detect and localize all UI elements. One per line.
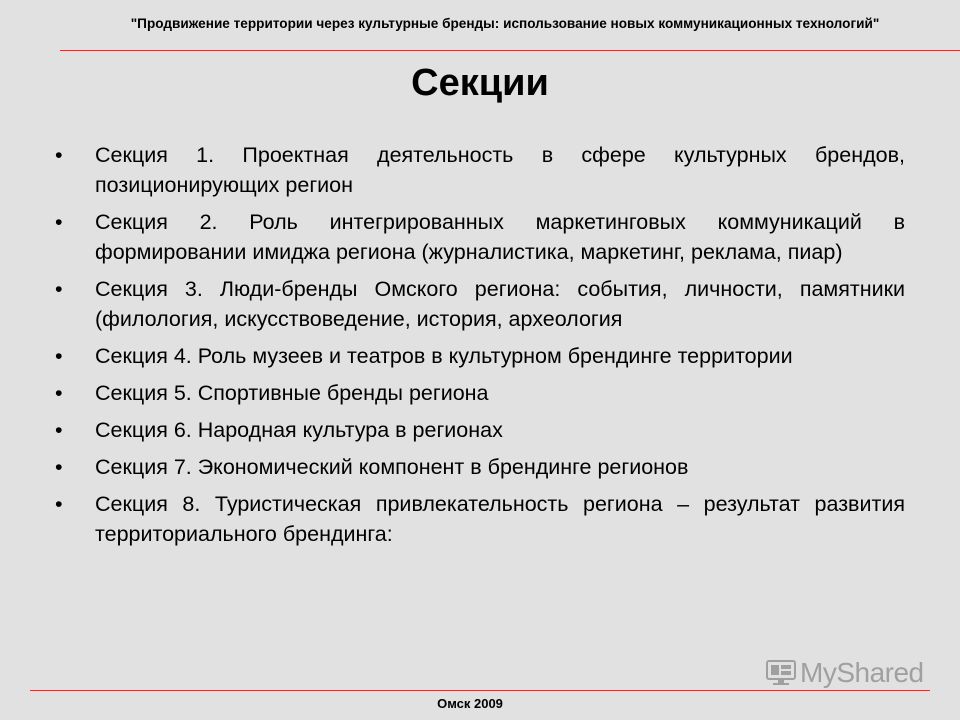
slide-title: Секции: [411, 62, 549, 104]
top-divider: [60, 50, 960, 51]
list-item: [55, 378, 905, 408]
bullet: •: [55, 455, 63, 479]
sections-list: [55, 140, 905, 549]
bullet: •: [55, 344, 63, 368]
bullet: •: [55, 277, 63, 301]
list-item: [55, 415, 905, 445]
watermark: [766, 656, 924, 690]
bullet: •: [55, 210, 63, 234]
list-item: [55, 274, 905, 334]
list-item-text: Секция 5. Спортивные бренды региона: [95, 381, 489, 405]
list-item: [55, 489, 905, 549]
list-item-text: Секция 4. Роль музеев и театров в культурном брендинге территории: [95, 344, 793, 368]
footer-text: Омск 2009: [437, 696, 503, 711]
list-item: [55, 140, 905, 200]
list-item-text: Секция 3. Люди-бренды Омского региона: события, личности, памятники (филология, искусствоведение, история, археология: [95, 277, 905, 331]
list-item-text: Секция 7. Экономический компонент в брендинге регионов: [95, 455, 689, 479]
list-item-text: Секция 8. Туристическая привлекательность региона – результат развития территориального брендинга:: [95, 492, 905, 546]
header-title: "Продвижение территории через культурные бренды: использование новых коммуникационных технологий": [130, 16, 880, 31]
list-item: [55, 207, 905, 267]
list-item-text: Секция 1. Проектная деятельность в сфере культурных брендов, позиционирующих регион: [95, 143, 905, 197]
monitor-logo-icon: [766, 660, 796, 686]
bullet: •: [55, 143, 63, 167]
watermark-text: MyShared: [800, 657, 924, 688]
list-item: [55, 452, 905, 482]
bullet: •: [55, 381, 63, 405]
list-item-text: Секция 2. Роль интегрированных маркетинговых коммуникаций в формировании имиджа региона (журналистика, маркетинг, реклама, пиар): [95, 210, 905, 264]
bottom-divider: [30, 690, 930, 691]
list-item-text: Секция 6. Народная культура в регионах: [95, 418, 503, 442]
list-item: [55, 341, 905, 371]
bullet: •: [55, 492, 63, 516]
bullet: •: [55, 418, 63, 442]
